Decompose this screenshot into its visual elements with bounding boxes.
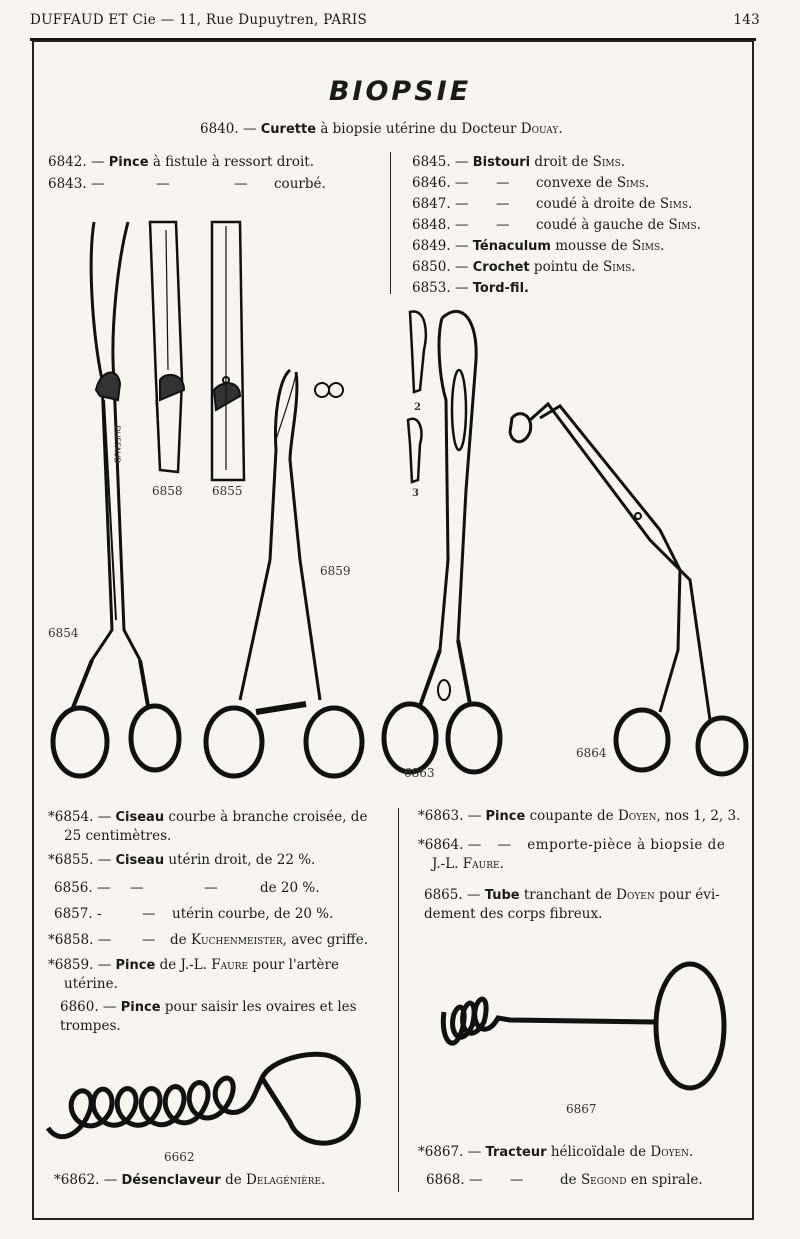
item-desc: coupante de: [529, 808, 614, 824]
brand-engraving: DUFFAUD: [112, 425, 122, 464]
figure-label: 6867: [566, 1102, 597, 1116]
item-desc: courbé.: [274, 176, 326, 192]
tord-fil-ring-illustration: [315, 383, 343, 397]
item-author: Doyen: [616, 887, 655, 903]
item-name: Désenclaveur: [121, 1173, 221, 1188]
item-desc: de: [225, 1172, 242, 1188]
ditto-mark: —: [130, 880, 144, 896]
item-desc: droit de: [534, 154, 589, 170]
ditto-mark: —: [156, 176, 170, 192]
item-6864: [418, 836, 744, 874]
item-number: 6842. —: [48, 154, 105, 170]
item-author: Kuchenmeister,: [190, 932, 287, 948]
column-divider-bottom: [398, 808, 399, 1192]
figure-label: 6662: [164, 1150, 195, 1164]
item-number: 6857. -: [54, 906, 102, 922]
item-name: Pince: [120, 1000, 161, 1015]
item-desc: J.-L.: [432, 856, 459, 872]
item-desc: emporte-pièce à biopsie de: [527, 837, 726, 853]
item-author: Doyen,: [617, 808, 661, 824]
item-author: Doyen.: [650, 1144, 694, 1160]
item-number: 6860. —: [60, 999, 117, 1015]
item-number: 6868. —: [426, 1172, 483, 1188]
punch-forceps-6864-illustration: [510, 404, 746, 774]
ditto-mark: —: [496, 175, 510, 191]
item-desc: à fistule à ressort droit.: [152, 154, 314, 170]
item-desc: à biopsie utérine du Docteur: [320, 121, 517, 137]
item-name: Pince: [485, 809, 526, 824]
figure-label: 6859: [320, 564, 351, 578]
page-number: 143: [733, 12, 760, 28]
item-desc: convexe de: [536, 175, 613, 191]
item-6863: [418, 808, 740, 824]
item-number: *6864. —: [418, 837, 482, 853]
item-desc: pour saisir les ovaires et les: [164, 999, 357, 1015]
item-number: 6848. —: [412, 217, 469, 233]
ditto-mark: —: [234, 176, 248, 192]
item-desc: utérin droit, de 22 %.: [168, 852, 316, 868]
item-desc: coudé à gauche de: [536, 217, 665, 233]
item-number: 6847. —: [412, 196, 469, 212]
item-number: *6863. —: [418, 808, 482, 824]
tractor-6867-illustration: [443, 964, 724, 1088]
item-number: 6849. —: [412, 238, 469, 254]
item-number: 6856. —: [54, 880, 111, 896]
item-number: 6850. —: [412, 259, 469, 275]
figure-label: 6858: [152, 484, 183, 498]
item-desc: de J.-L.: [159, 957, 207, 973]
header-publisher: DUFFAUD ET Cie — 11, Rue Dupuytren, PARIS: [30, 12, 368, 28]
item-desc: coudé à droite de: [536, 196, 656, 212]
ditto-mark: —: [142, 932, 156, 948]
item-name: Tord-fil.: [472, 281, 529, 296]
ditto-mark: —: [497, 837, 511, 853]
item-desc: avec griffe.: [291, 932, 369, 948]
figure-label: 6855: [212, 484, 243, 498]
ditto-mark: —: [496, 217, 510, 233]
tip-mark: 2: [414, 402, 421, 413]
figure-label: 6863: [404, 766, 435, 780]
ditto-mark: —: [204, 880, 218, 896]
item-desc: dement des corps fibreux.: [424, 906, 603, 922]
ditto-mark: —: [142, 906, 156, 922]
item-6854: [48, 808, 382, 846]
item-6855: [48, 852, 315, 868]
item-name: Ténaculum: [472, 239, 551, 254]
item-author: Sims.: [592, 154, 626, 170]
item-number: 6853. —: [412, 280, 469, 296]
item-6868: [426, 1172, 726, 1188]
item-author: Faure: [211, 957, 249, 973]
item-number: 6845. —: [412, 154, 469, 170]
item-name: Bistouri: [472, 155, 531, 170]
item-name: Ciseau: [115, 853, 165, 868]
item-number: 6865. —: [424, 887, 481, 903]
item-number: *6859. —: [48, 957, 112, 973]
item-number: 6843. —: [48, 176, 105, 192]
item-name: Tracteur: [485, 1145, 547, 1160]
tip-mark: 3: [412, 488, 419, 499]
tips-6863-illustration: [408, 312, 426, 482]
item-desc: 25 centimètres.: [64, 828, 172, 844]
item-name: Pince: [115, 958, 156, 973]
item-number: 6840. —: [200, 121, 257, 137]
item-name: Curette: [260, 122, 317, 137]
item-6856: [54, 880, 384, 896]
item-desc: mousse de: [555, 238, 628, 254]
scissors-6854-illustration: [53, 222, 179, 776]
item-desc: hélicoïdale de: [550, 1144, 647, 1160]
item-author: Sims.: [631, 238, 665, 254]
item-number: *6867. —: [418, 1144, 482, 1160]
item-desc: de: [560, 1172, 577, 1188]
item-desc: de: [170, 932, 187, 948]
item-name: Crochet: [472, 260, 530, 275]
item-desc: utérine.: [64, 976, 118, 992]
item-desc: de 20 %.: [260, 880, 320, 896]
item-author: Delagénière.: [246, 1172, 326, 1188]
item-6857: [54, 906, 384, 922]
item-author: Sims.: [603, 259, 636, 275]
page-title: BIOPSIE: [328, 76, 472, 107]
item-desc: trompes.: [60, 1018, 121, 1034]
item-desc: nos 1, 2, 3.: [665, 808, 741, 824]
figure-label: 6864: [576, 746, 607, 760]
forceps-6863-illustration: [384, 311, 500, 772]
item-desc: pour l'artère: [252, 957, 339, 973]
scissors-6855-illustration: [212, 222, 244, 480]
spiral-6862-illustration: [48, 1054, 358, 1143]
item-desc: en spirale.: [630, 1172, 703, 1188]
figure-label: 6854: [48, 626, 79, 640]
item-6860: [60, 998, 382, 1036]
item-desc: pour évi-: [659, 887, 720, 903]
item-6865: [424, 886, 746, 924]
item-name: Tube: [484, 888, 520, 903]
item-name: Pince: [108, 155, 149, 170]
item-6862: [54, 1172, 325, 1188]
item-author: Sims.: [668, 217, 701, 233]
item-number: 6846. —: [412, 175, 469, 191]
item-number: *6858. —: [48, 932, 112, 948]
item-number: *6862. —: [54, 1172, 118, 1188]
ditto-mark: —: [496, 196, 510, 212]
scissors-6858-illustration: [150, 222, 184, 472]
item-desc: courbe à branche croisée, de: [168, 809, 368, 825]
item-number: *6855. —: [48, 852, 112, 868]
item-name: Ciseau: [115, 810, 165, 825]
item-author: Faure.: [462, 856, 504, 872]
item-author: Douay.: [520, 121, 563, 137]
item-desc: pointu de: [533, 259, 599, 275]
item-6859: [48, 956, 382, 994]
item-desc: utérin courbe, de 20 %.: [172, 906, 334, 922]
item-6858: [48, 932, 378, 948]
ditto-mark: —: [510, 1172, 524, 1188]
item-6867: [418, 1144, 693, 1160]
item-author: Sims.: [659, 196, 693, 212]
item-desc: tranchant de: [523, 887, 612, 903]
item-author: Sims.: [616, 175, 650, 191]
item-author: Segond: [580, 1172, 627, 1188]
item-number: *6854. —: [48, 809, 112, 825]
